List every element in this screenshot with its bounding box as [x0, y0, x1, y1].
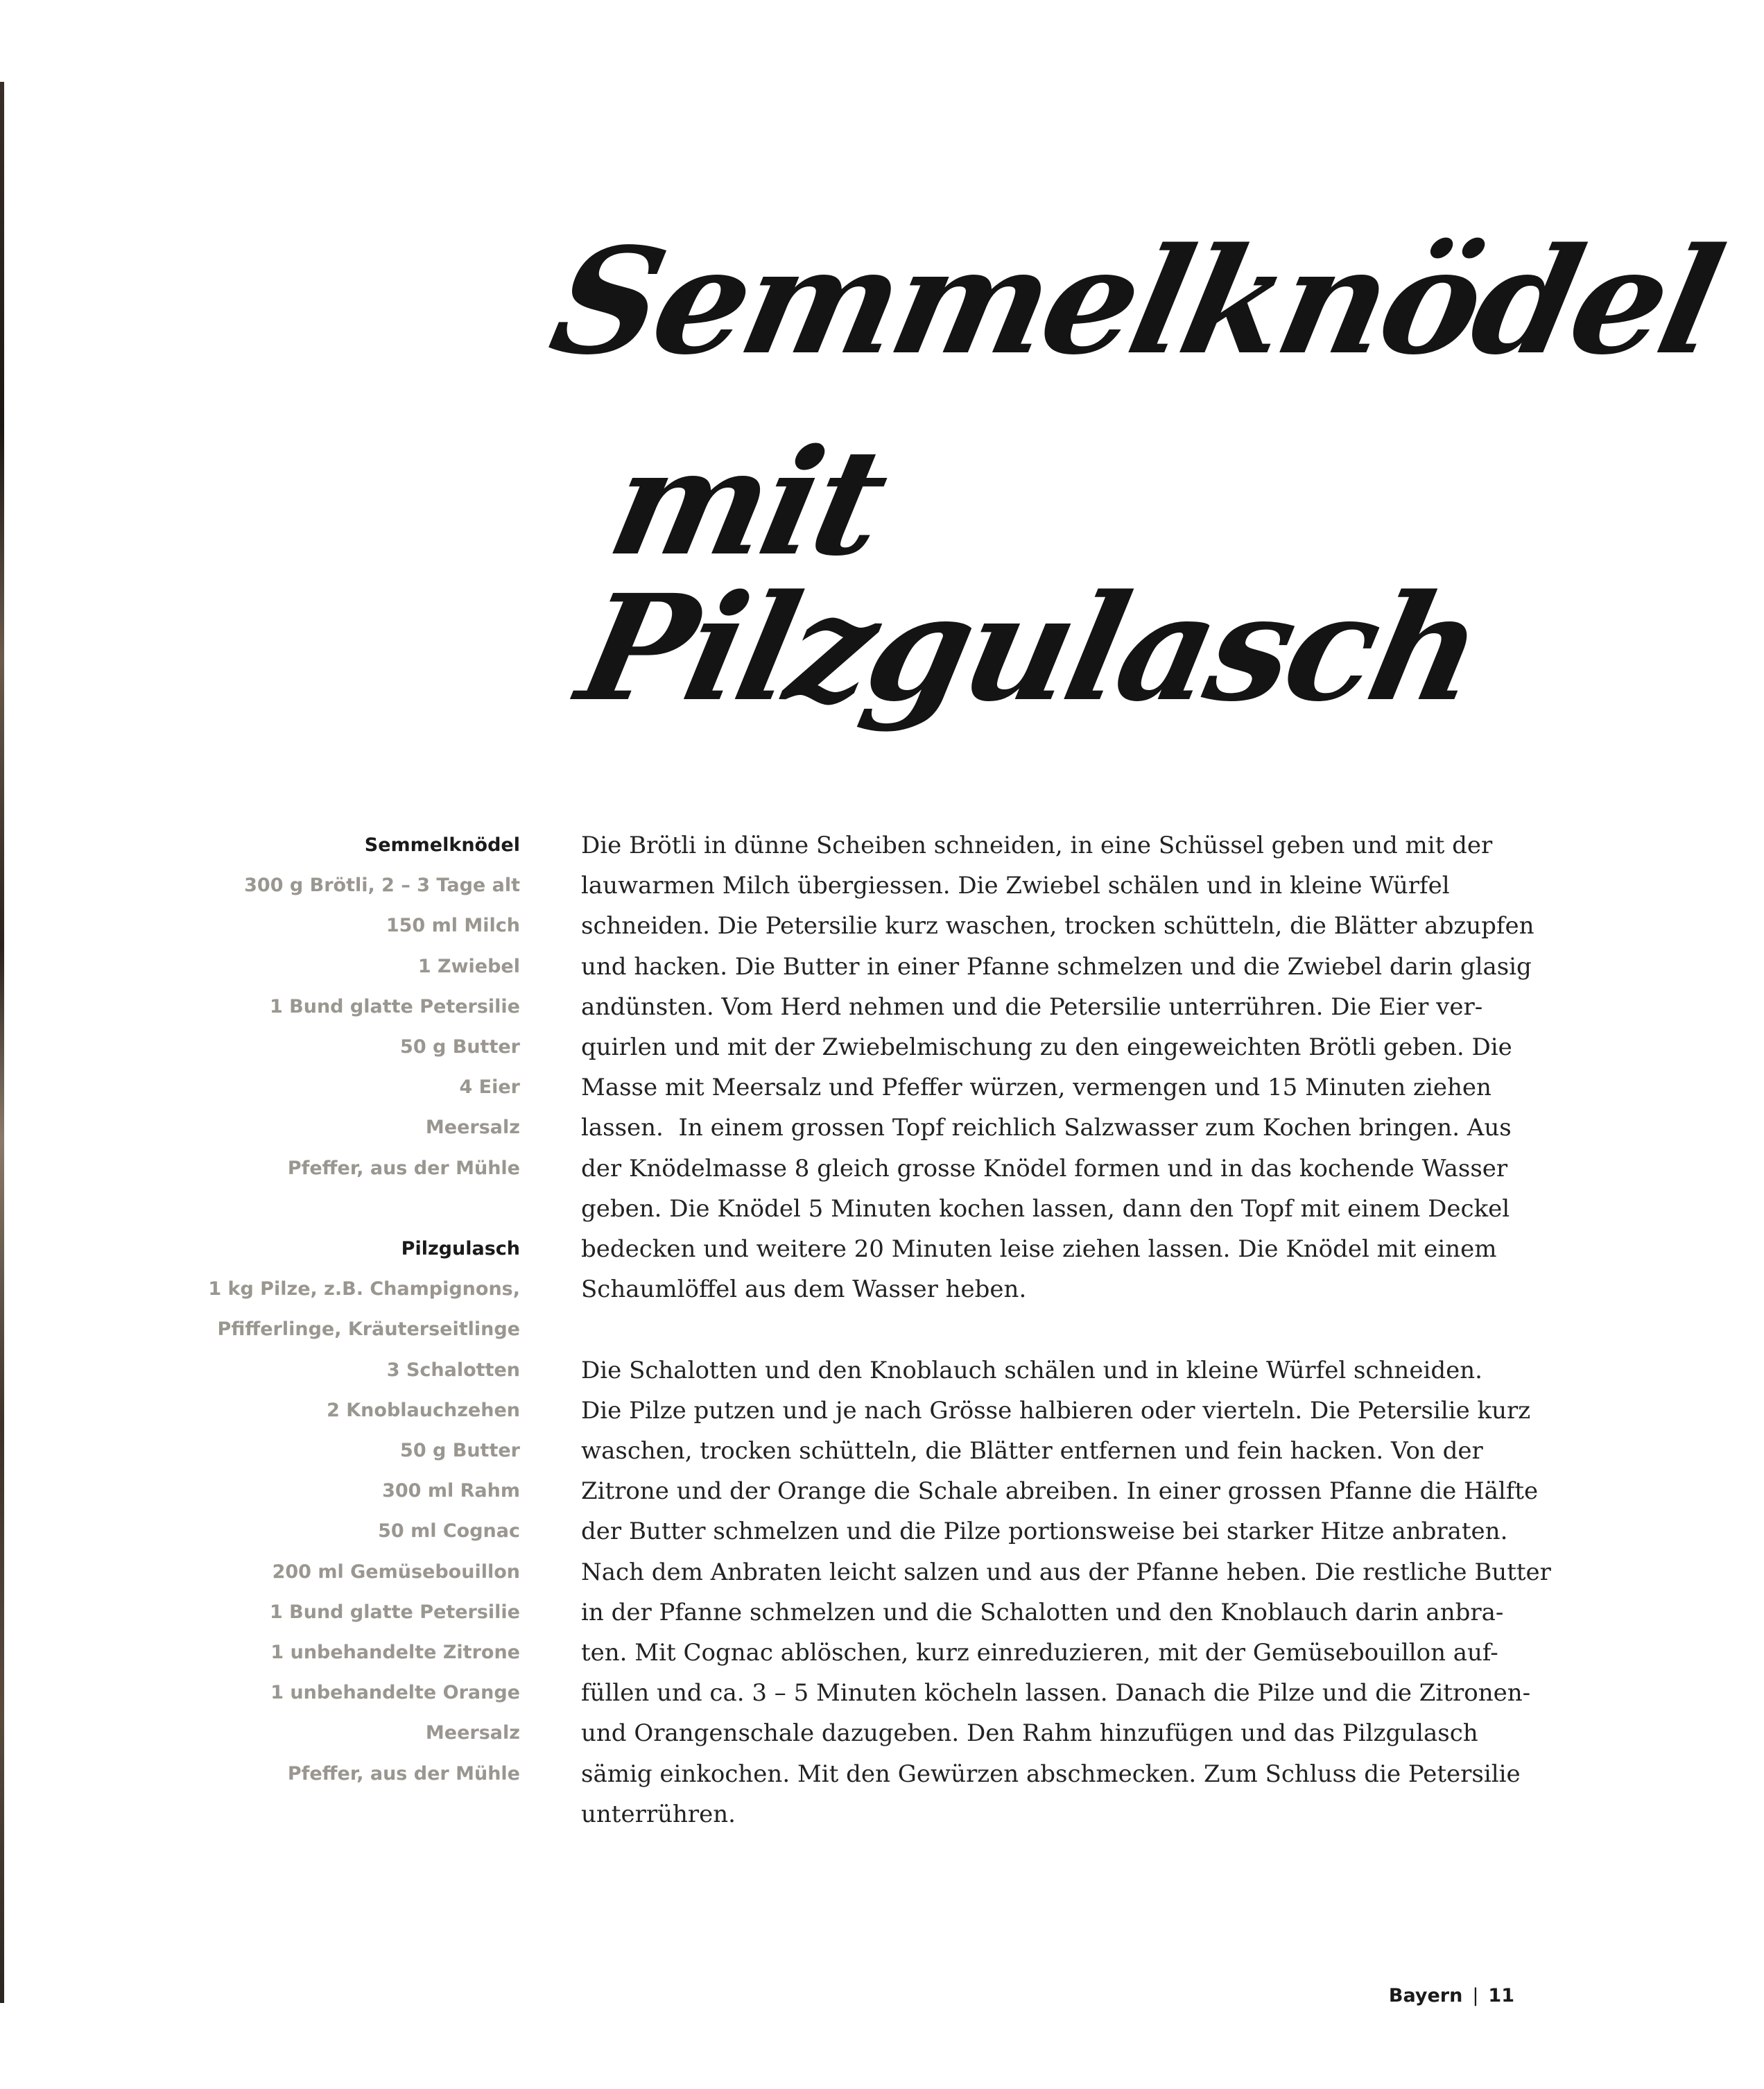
instruction-line: sämig einkochen. Mit den Gewürzen abschmecken. Zum Schluss die Petersilie: [581, 1760, 1521, 1788]
instruction-line: waschen, trocken schütteln, die Blätter entfernen und fein hacken. Von der: [581, 1437, 1483, 1465]
ingredient-item: 50 g Butter: [400, 1036, 520, 1058]
instruction-line: Schaumlöffel aus dem Wasser heben.: [581, 1275, 1027, 1304]
ingredient-item: Meersalz: [425, 1117, 520, 1139]
instruction-line: Die Schalotten und den Knoblauch schälen und in kleine Würfel schneiden.: [581, 1356, 1482, 1384]
instruction-line: der Knödelmasse 8 gleich grosse Knödel formen und in das kochende Wasser: [581, 1154, 1508, 1183]
instruction-line: schneiden. Die Petersilie kurz waschen, trocken schütteln, die Blätter abzupfen: [581, 912, 1534, 940]
ingredient-item: 3 Schalotten: [386, 1359, 520, 1381]
ingredients-heading-gulasch: Pilzgulasch: [401, 1238, 520, 1260]
page-number: 11: [1488, 1985, 1514, 2006]
ingredient-item: 1 unbehandelte Orange: [270, 1682, 520, 1704]
instruction-line: geben. Die Knödel 5 Minuten kochen lassen, dann den Topf mit einem Deckel: [581, 1194, 1510, 1223]
instruction-line: Die Pilze putzen und je nach Grösse halbieren oder vierteln. Die Petersilie kurz: [581, 1396, 1531, 1425]
footer-separator: |: [1472, 1985, 1479, 2006]
ingredient-item: 300 g Brötli, 2 – 3 Tage alt: [244, 875, 520, 897]
instruction-line: quirlen und mit der Zwiebelmischung zu den eingeweichten Brötli geben. Die: [581, 1033, 1512, 1062]
instruction-line: Die Brötli in dünne Scheiben schneiden, in eine Schüssel geben und mit der: [581, 832, 1493, 859]
instruction-line: füllen und ca. 3 – 5 Minuten köcheln lassen. Danach die Pilze und die Zitronen-: [581, 1679, 1531, 1708]
ingredients-spacer: [208, 1189, 520, 1229]
ingredient-item: Pfeffer, aus der Mühle: [287, 1762, 520, 1785]
ingredient-item: 1 unbehandelte Zitrone: [270, 1642, 520, 1664]
instruction-line: Zitrone und der Orange die Schale abreiben. In einer grossen Pfanne die Hälfte: [581, 1477, 1539, 1506]
instruction-line: in der Pfanne schmelzen und die Schalotten und den Knoblauch darin anbra-: [581, 1598, 1504, 1626]
ingredient-item: 1 Bund glatte Petersilie: [269, 1601, 520, 1623]
ingredients-heading-knoedel: Semmelknödel: [364, 834, 520, 856]
instruction-line: lassen. In einem grossen Topf reichlich Salzwasser zum Kochen bringen. Aus: [581, 1114, 1512, 1142]
instruction-line: Nach dem Anbraten leicht salzen und aus der Pfanne heben. Die restliche Butter: [581, 1558, 1551, 1586]
ingredient-item: 50 ml Cognac: [378, 1520, 520, 1542]
instruction-line: und hacken. Die Butter in einer Pfanne schmelzen und die Zwiebel darin glasig: [581, 952, 1532, 981]
ingredient-item: 2 Knoblauchzehen: [327, 1399, 520, 1421]
page-footer: [1389, 1985, 1514, 2006]
ingredient-item: Meersalz: [425, 1722, 520, 1744]
instruction-line: ten. Mit Cognac ablöschen, kurz einreduzieren, mit der Gemüsebouillon auf-: [581, 1639, 1498, 1667]
instruction-line: und Orangenschale dazugeben. Den Rahm hinzufügen und das Pilzgulasch: [581, 1719, 1478, 1748]
instructions-paragraph-1: [581, 825, 1566, 1309]
ingredients-column: [208, 825, 520, 1794]
ingredient-item: Pfeffer, aus der Mühle: [287, 1157, 520, 1179]
instructions-paragraph-2: [581, 1350, 1566, 1834]
instruction-line: der Butter schmelzen und die Pilze portionsweise bei starker Hitze anbraten.: [581, 1518, 1508, 1546]
instruction-line: andünsten. Vom Herd nehmen und die Petersilie unterrühren. Die Eier ver-: [581, 992, 1483, 1021]
instructions-text: [581, 825, 1566, 1834]
ingredient-item: 1 Zwiebel: [417, 955, 520, 977]
ingredient-item: 1 Bund glatte Petersilie: [269, 995, 520, 1017]
ingredient-item: 4 Eier: [459, 1076, 520, 1099]
ingredient-item: 200 ml Gemüsebouillon: [272, 1561, 520, 1583]
instruction-line: bedecken und weitere 20 Minuten leise ziehen lassen. Die Knödel mit einem: [581, 1235, 1497, 1264]
paragraph-spacer: [581, 1309, 1566, 1350]
footer-section: Bayern: [1388, 1985, 1463, 2006]
recipe-title-line2: mit Pilzgulasch: [566, 417, 1494, 734]
instruction-line: Masse mit Meersalz und Pfeffer würzen, vermengen und 15 Minuten ziehen: [581, 1074, 1491, 1102]
instruction-line: unterrühren.: [581, 1800, 736, 1828]
photo-edge-strip: [0, 82, 4, 2003]
ingredient-item: 300 ml Rahm: [382, 1480, 520, 1502]
ingredient-item: 1 kg Pilze, z.B. Champignons,: [208, 1278, 520, 1300]
ingredient-item: 150 ml Milch: [386, 915, 520, 937]
instruction-line: lauwarmen Milch übergiessen. Die Zwiebel schälen und in kleine Würfel: [581, 872, 1450, 900]
ingredient-item: Pfifferlinge, Kräuterseitlinge: [217, 1318, 520, 1341]
recipe-title: [538, 216, 1733, 734]
ingredient-item: 50 g Butter: [400, 1440, 520, 1462]
recipe-title-line1: Semmelknödel: [538, 216, 1733, 387]
